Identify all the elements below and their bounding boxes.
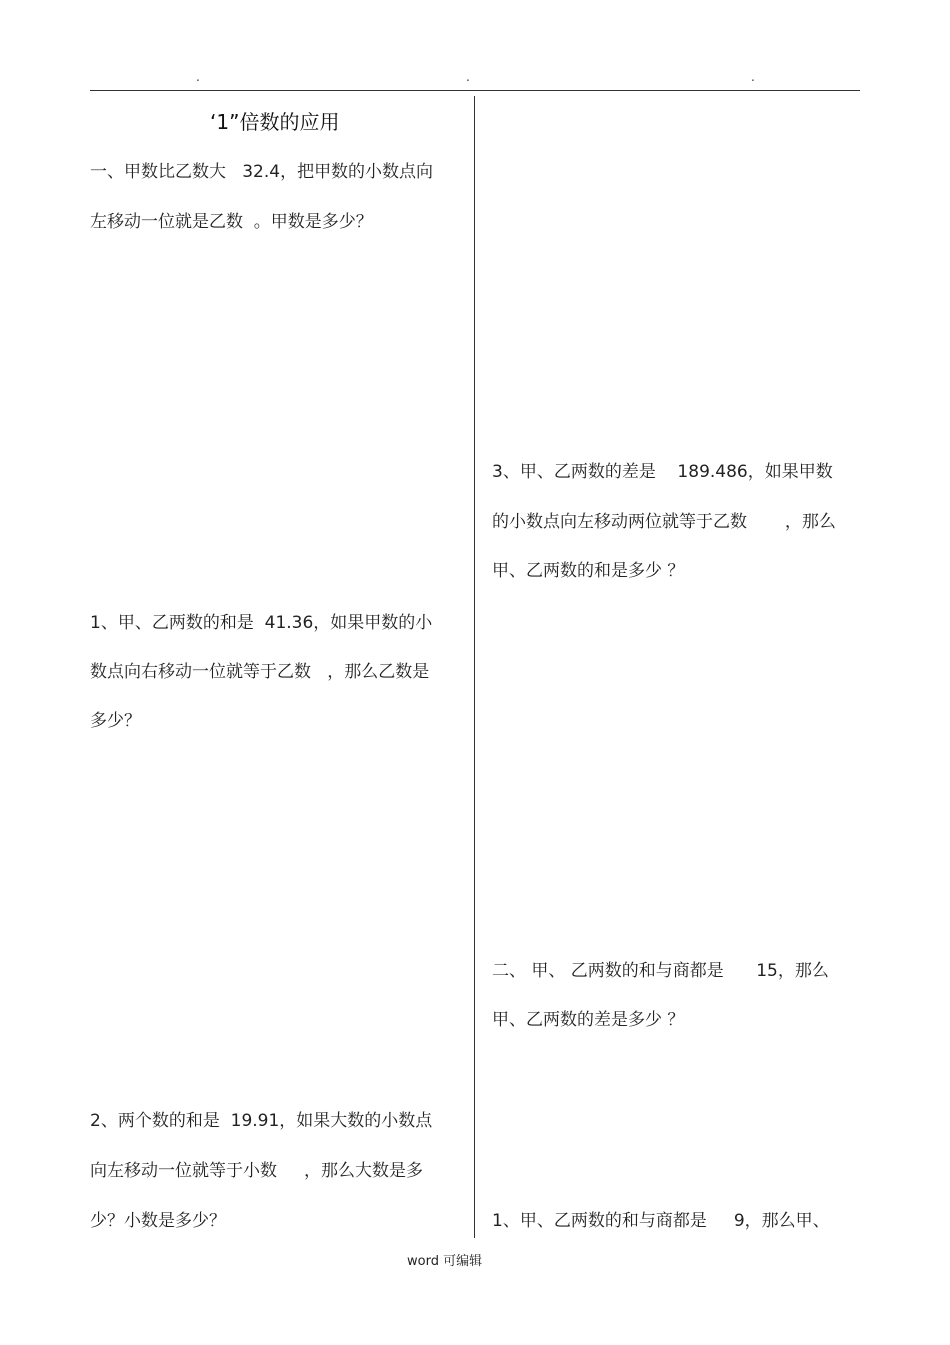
header-dot-right: . <box>751 70 755 84</box>
header-rule <box>90 90 860 91</box>
problem-two-1-line-1: 1、甲、乙两数的和与商都是 9，那么甲、 <box>492 1211 830 1231</box>
problem-1-line-3: 多少？ <box>90 711 141 731</box>
problem-2-line-2: 向左移动一位就等于小数 ，那么大数是多 <box>90 1161 424 1181</box>
problem-1-line-1: 1、甲、乙两数的和是 41.36，如果甲数的小 <box>90 613 433 633</box>
problem-3-line-2: 的小数点向左移动两位就等于乙数 ，那么 <box>492 512 836 532</box>
problem-main-line-1: 一、甲数比乙数大 32.4，把甲数的小数点向 <box>90 162 434 182</box>
column-divider <box>474 96 475 1238</box>
problem-main-line-2: 左移动一位就是乙数 。甲数是多少？ <box>90 212 373 232</box>
problem-two-line-2: 甲、乙两数的差是多少 ？ <box>492 1010 685 1030</box>
problem-2-line-1: 2、两个数的和是 19.91，如果大数的小数点 <box>90 1111 433 1131</box>
problem-two-line-1: 二、 甲、 乙两数的和与商都是 15，那么 <box>492 961 829 981</box>
header-dot-center: . <box>466 70 470 84</box>
footer-note: word 可编辑 <box>407 1254 483 1269</box>
header-dot-left: . <box>196 70 200 84</box>
page-title: ‘1”倍数的应用 <box>210 110 340 134</box>
problem-3-line-1: 3、甲、乙两数的差是 189.486，如果甲数 <box>492 462 833 482</box>
problem-2-line-3: 少？小数是多少？ <box>90 1211 226 1231</box>
problem-1-line-2: 数点向右移动一位就等于乙数 ，那么乙数是 <box>90 662 430 682</box>
problem-3-line-3: 甲、乙两数的和是多少 ？ <box>492 561 685 581</box>
